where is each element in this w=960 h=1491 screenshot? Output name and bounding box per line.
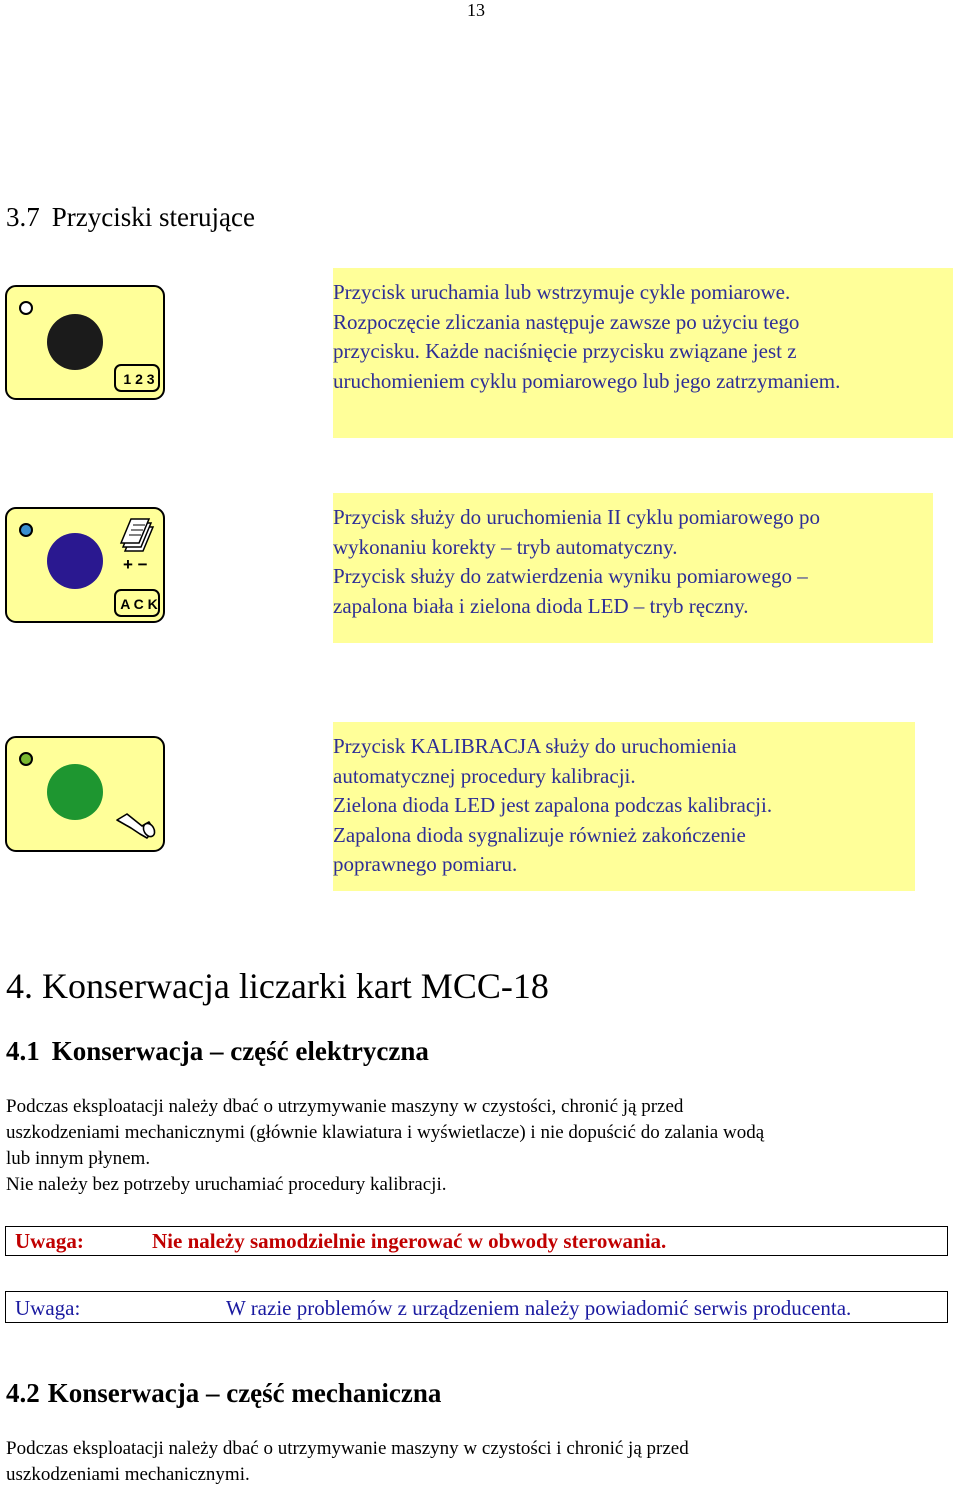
warning-text: W razie problemów z urządzeniem należy powiadomić serwis producenta. (226, 1296, 852, 1320)
calibration-button-panel (5, 736, 165, 852)
description-line: Przycisk uruchamia lub wstrzymuje cykle pomiarowe. (333, 280, 791, 304)
section-3-7-heading (6, 200, 255, 234)
description-line: Przycisk służy do uruchomienia II cyklu pomiarowego po (333, 505, 820, 529)
section-title: Konserwacja – część elektryczna (51, 1036, 429, 1066)
body-line: uszkodzeniami mechanicznymi (głównie klawiatura i wyświetlacze) i nie dopuścić do zalania wodą (6, 1122, 765, 1143)
start-stop-button (47, 314, 103, 370)
body-line: Podczas eksploatacji należy dbać o utrzymywanie maszyny w czystości i chronić ją przed (6, 1438, 689, 1459)
description-line: Przycisk KALIBRACJA służy do uruchomienia (333, 734, 737, 758)
section-number: 4.1 (6, 1036, 40, 1066)
page-number: 13 (467, 0, 485, 20)
description-line: Rozpoczęcie zliczania następuje zawsze po użyciu tego (333, 309, 800, 334)
document-stack-icon (121, 519, 153, 551)
led-indicator (20, 302, 32, 314)
section-4-heading: 4. Konserwacja liczarki kart MCC-18 (6, 966, 549, 1006)
led-indicator (20, 524, 32, 536)
ack-description (333, 493, 933, 643)
description-line: Przycisk służy do zatwierdzenia wyniku pomiarowego – (333, 564, 808, 588)
description-line: uruchomieniem cyklu pomiarowego lub jego zatrzymaniem. (333, 368, 841, 393)
wrench-icon (117, 814, 157, 839)
led-indicator (20, 753, 32, 765)
ack-button-panel (5, 507, 165, 623)
section-4-1-body (6, 1094, 951, 1198)
ack-label: A C K (120, 596, 158, 612)
warning-label: Uwaga: (15, 1229, 84, 1253)
section-4-2-heading (6, 1376, 441, 1410)
warning-text: Nie należy samodzielnie ingerować w obwody sterowania. (152, 1229, 667, 1253)
description-line: automatycznej procedury kalibracji. (333, 763, 636, 788)
section-title: Przyciski sterujące (51, 202, 255, 232)
plus-minus-sign: + − (123, 555, 148, 574)
ack-button (47, 533, 103, 589)
description-line: poprawnego pomiaru. (333, 852, 518, 876)
counter-label: 1 2 3 (123, 371, 155, 387)
warning-label: Uwaga: (15, 1296, 81, 1320)
calibration-description (333, 722, 915, 891)
calibration-button (47, 764, 103, 820)
body-line: Podczas eksploatacji należy dbać o utrzymywanie maszyny w czystości, chronić ją przed (6, 1096, 684, 1117)
description-line: Zapalona dioda sygnalizuje również zakończenie (333, 822, 746, 847)
body-line: Nie należy bez potrzeby uruchamiać procedury kalibracji. (6, 1174, 447, 1195)
description-line: przycisku. Każde naciśnięcie przycisku związane jest z (333, 339, 797, 363)
section-4-1-heading (6, 1034, 429, 1068)
section-number: 3.7 (6, 202, 40, 232)
start-stop-button-panel (5, 285, 165, 400)
body-line: uszkodzeniami mechanicznymi. (6, 1464, 250, 1485)
warning-box (5, 1291, 948, 1323)
warning-box (5, 1226, 948, 1256)
description-line: zapalona biała i zielona dioda LED – tryb ręczny. (333, 593, 749, 618)
section-number: 4.2 (6, 1378, 40, 1408)
start-stop-description (333, 268, 953, 438)
section-title: Konserwacja – część mechaniczna (47, 1378, 442, 1408)
section-4-2-body (6, 1436, 951, 1488)
description-line: wykonaniu korekty – tryb automatyczny. (333, 534, 678, 559)
description-line: Zielona dioda LED jest zapalona podczas kalibracji. (333, 793, 773, 817)
body-line: lub innym płynem. (6, 1148, 151, 1169)
